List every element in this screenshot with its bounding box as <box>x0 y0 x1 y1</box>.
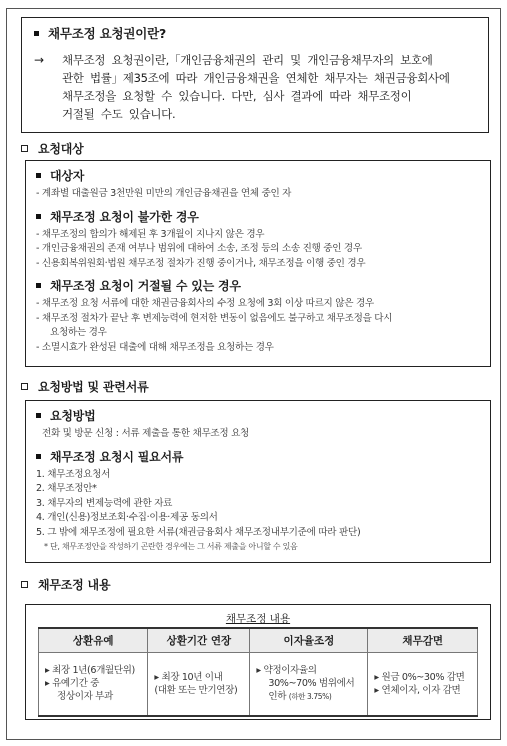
table-row <box>39 652 478 716</box>
intro-line: 채무조정을 요청할 수 있습니다. 다만, 심사 결과에 따라 채무조정이 <box>62 89 412 103</box>
table-header: 상환유예 <box>39 628 148 652</box>
unavailable-title: 채무조정 요청이 불가한 경우 <box>36 208 480 225</box>
target-item: - 계좌별 대출원금 3천만원 미만의 개인금융채권을 연체 중인 자 <box>36 188 292 199</box>
table-header-row <box>39 628 478 652</box>
section-heading-content: 채무조정 내용 <box>21 576 110 593</box>
unavailable-item: - 개인금융채권의 존재 여부나 범위에 대하여 소송, 조정 등의 소송 진행 중인 경우 <box>36 243 362 254</box>
docs-item: 5. 그 밖에 채무조정에 필요한 서류(채권금융회사 채무조정내부기준에 따라 판단) <box>36 526 361 538</box>
unavailable-item: - 채무조정의 합의가 해제된 후 3개월이 지나지 않은 경우 <box>36 228 265 240</box>
intro-line: 관한 법률」제35조에 따라 개인금융채권을 연체한 채무자는 채권금융회사에 <box>62 71 450 85</box>
target-box <box>25 160 491 367</box>
footnote: * 단, 채무조정안을 작성하기 곤란한 경우에는 그 서류 제출을 아니할 수 있음 <box>44 542 298 551</box>
intro-body <box>34 51 478 123</box>
unavailable-item: - 신용회복위원회·법원 채무조정 절차가 진행 중이거나, 채무조정을 이행 중인 경우 <box>36 257 366 269</box>
hollow-square-icon <box>21 145 28 152</box>
content-table-box <box>25 604 491 720</box>
table-header: 채무감면 <box>368 628 478 652</box>
reject-item: - 채무조정 요청 서류에 대한 채권금융회사의 수정 요청에 3회 이상 따르지 않은 경우 <box>36 298 374 309</box>
bullet-square-icon <box>36 454 41 459</box>
table-cell-reduction: ▸ 원금 0%~30% 감면 ▸ 연체이자, 이자 감면 <box>368 652 478 716</box>
intro-line: 거절될 수도 있습니다. <box>62 107 176 121</box>
method-box <box>25 400 491 563</box>
bullet-square-icon <box>34 31 39 36</box>
bullet-square-icon <box>36 283 41 288</box>
reject-item: - 소멸시효가 완성된 대출에 대해 채무조정을 요청하는 경우 <box>36 341 274 353</box>
method-text: 전화 및 방문 신청 : 서류 제출을 통한 채무조정 요청 <box>42 428 250 439</box>
docs-item: 4. 개인(신용)정보조회·수집·이용·제공 동의서 <box>36 512 218 523</box>
content-table <box>38 627 478 717</box>
table-header: 상환기간 연장 <box>148 628 250 652</box>
docs-item: 1. 채무조정요청서 <box>36 468 111 480</box>
bullet-square-icon <box>36 173 41 178</box>
target-title: 대상자 <box>36 167 480 184</box>
arrow-icon: → <box>34 53 44 67</box>
bullet-square-icon <box>36 413 41 418</box>
hollow-square-icon <box>21 581 28 588</box>
intro-title: 채무조정 요청권이란? <box>34 24 478 42</box>
bullet-square-icon <box>36 214 41 219</box>
docs-item: 2. 채무조정안* <box>36 483 97 494</box>
docs-item: 3. 채무자의 변제능력에 관한 자료 <box>36 497 173 509</box>
document-page <box>6 8 501 740</box>
reject-item: - 채무조정 절차가 끝난 후 변제능력에 현저한 변동이 없음에도 불구하고 채무조정을 다시 <box>36 312 393 324</box>
docs-title: 채무조정 요청시 필요서류 <box>36 448 480 465</box>
intro-line: 채무조정 요청권이란,「개인금융채권의 관리 및 개인금융채무자의 보호에 <box>62 53 433 67</box>
section-heading-method: 요청방법 및 관련서류 <box>21 378 148 395</box>
table-cell-extension: ▸ 최장 10년 이내 (대환 또는 만기연장) <box>148 652 250 716</box>
table-header: 이자율조정 <box>250 628 368 652</box>
reject-item-continued: 요청하는 경우 <box>50 327 107 338</box>
table-cell-rate: ▸ 약정이자율의 30%~70% 범위에서 인하 (하한 3.75%) <box>250 652 368 716</box>
hollow-square-icon <box>21 383 28 390</box>
section-heading-target: 요청대상 <box>21 140 84 157</box>
intro-box <box>21 17 489 133</box>
method-title: 요청방법 <box>36 407 480 424</box>
table-caption: 채무조정 내용 <box>225 613 291 625</box>
table-cell-deferral: ▸ 최장 1년(6개월단위) ▸ 유예기간 중 정상이자 부과 <box>39 652 148 716</box>
reject-title: 채무조정 요청이 거절될 수 있는 경우 <box>36 277 480 294</box>
